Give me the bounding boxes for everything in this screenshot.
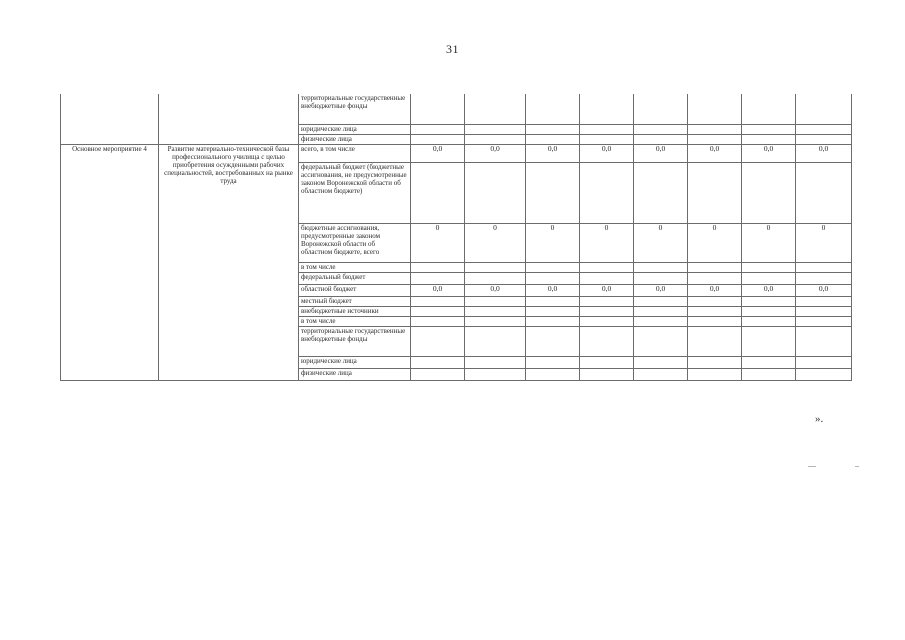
source-cell: территориальные государственные внебюджетные фонды	[299, 94, 411, 124]
value-cell	[580, 94, 634, 124]
value-cell	[688, 316, 742, 326]
value-cell	[411, 134, 465, 144]
value-cell: 0	[688, 223, 742, 262]
value-cell	[742, 94, 796, 124]
value-cell	[742, 134, 796, 144]
value-cell	[796, 124, 852, 134]
value-cell	[634, 306, 688, 316]
value-cell	[580, 306, 634, 316]
value-cell	[526, 296, 580, 306]
value-cell	[465, 316, 526, 326]
value-cell: 0,0	[411, 284, 465, 296]
value-cell	[742, 162, 796, 223]
value-cell: 0,0	[634, 144, 688, 162]
value-cell	[580, 124, 634, 134]
event-name: Развитие материально-технической базы профессионального училища с целью приобретения осужденными рабочих специальностей, востребованных на рынке труда	[159, 144, 299, 380]
value-cell: 0	[634, 223, 688, 262]
value-cell	[465, 296, 526, 306]
value-cell	[411, 94, 465, 124]
value-cell	[465, 356, 526, 368]
source-cell: в том числе	[299, 316, 411, 326]
value-cell	[526, 368, 580, 380]
value-cell	[688, 306, 742, 316]
value-cell	[580, 296, 634, 306]
value-cell	[411, 272, 465, 284]
value-cell	[526, 272, 580, 284]
source-cell: местный бюджет	[299, 296, 411, 306]
scan-speck	[855, 466, 859, 467]
value-cell: 0,0	[526, 144, 580, 162]
value-cell	[796, 262, 852, 272]
value-cell: 0,0	[796, 144, 852, 162]
source-cell: территориальные государственные внебюджетные фонды	[299, 326, 411, 356]
source-cell: внебюджетные источники	[299, 306, 411, 316]
value-cell	[634, 316, 688, 326]
event-label: Основное мероприятие 4	[61, 144, 159, 380]
value-cell	[634, 356, 688, 368]
value-cell	[580, 134, 634, 144]
value-cell	[634, 326, 688, 356]
page-number: 31	[446, 42, 459, 56]
value-cell	[465, 162, 526, 223]
source-cell: федеральный бюджет (бюджетные ассигнования, не предусмотренные законом Воронежской области об областном бюджете)	[299, 162, 411, 223]
value-cell	[742, 124, 796, 134]
value-cell	[742, 368, 796, 380]
value-cell	[526, 316, 580, 326]
value-cell	[465, 368, 526, 380]
value-cell	[796, 356, 852, 368]
value-cell	[465, 272, 526, 284]
source-cell: юридические лица	[299, 356, 411, 368]
value-cell: 0,0	[634, 284, 688, 296]
value-cell	[465, 134, 526, 144]
value-cell	[742, 356, 796, 368]
value-cell	[526, 356, 580, 368]
value-cell	[580, 316, 634, 326]
value-cell	[465, 326, 526, 356]
closing-quote: ».	[815, 413, 824, 425]
value-cell: 0,0	[742, 144, 796, 162]
source-cell: физические лица	[299, 134, 411, 144]
value-cell	[411, 316, 465, 326]
value-cell: 0	[580, 223, 634, 262]
value-cell	[688, 94, 742, 124]
source-cell: в том числе	[299, 262, 411, 272]
value-cell: 0,0	[742, 284, 796, 296]
value-cell: 0	[411, 223, 465, 262]
value-cell	[526, 134, 580, 144]
value-cell	[411, 368, 465, 380]
value-cell	[465, 124, 526, 134]
value-cell	[580, 162, 634, 223]
value-cell	[580, 356, 634, 368]
source-cell: областной бюджет	[299, 284, 411, 296]
funding-table	[60, 94, 852, 381]
value-cell: 0	[796, 223, 852, 262]
value-cell	[688, 262, 742, 272]
value-cell	[526, 262, 580, 272]
value-cell	[411, 262, 465, 272]
value-cell	[465, 306, 526, 316]
value-cell: 0,0	[688, 284, 742, 296]
value-cell	[796, 296, 852, 306]
value-cell	[796, 94, 852, 124]
source-cell: всего, в том числе	[299, 144, 411, 162]
value-cell	[411, 306, 465, 316]
value-cell: 0,0	[688, 144, 742, 162]
value-cell	[526, 306, 580, 316]
value-cell	[634, 262, 688, 272]
value-cell	[742, 296, 796, 306]
value-cell	[688, 134, 742, 144]
source-cell: бюджетные ассигнования, предусмотренные законом Воронежской области об областном бюджете, всего	[299, 223, 411, 262]
value-cell	[411, 124, 465, 134]
value-cell	[742, 306, 796, 316]
value-cell	[796, 306, 852, 316]
value-cell	[796, 368, 852, 380]
value-cell	[796, 272, 852, 284]
value-cell: 0,0	[526, 284, 580, 296]
value-cell: 0,0	[580, 284, 634, 296]
value-cell	[742, 262, 796, 272]
table-row	[61, 94, 852, 124]
value-cell	[634, 124, 688, 134]
value-cell	[796, 162, 852, 223]
value-cell	[634, 162, 688, 223]
value-cell: 0,0	[465, 144, 526, 162]
value-cell	[411, 356, 465, 368]
value-cell	[411, 296, 465, 306]
value-cell: 0	[742, 223, 796, 262]
value-cell	[411, 326, 465, 356]
value-cell	[411, 162, 465, 223]
value-cell	[580, 272, 634, 284]
value-cell	[796, 134, 852, 144]
source-cell: физические лица	[299, 368, 411, 380]
value-cell	[688, 296, 742, 306]
value-cell	[634, 272, 688, 284]
value-cell: 0	[526, 223, 580, 262]
value-cell	[688, 368, 742, 380]
value-cell	[634, 94, 688, 124]
value-cell	[526, 162, 580, 223]
source-cell: федеральный бюджет	[299, 272, 411, 284]
value-cell: 0,0	[465, 284, 526, 296]
value-cell	[688, 162, 742, 223]
value-cell	[465, 94, 526, 124]
value-cell	[526, 124, 580, 134]
event-cell-empty	[61, 94, 159, 144]
name-cell-empty	[159, 94, 299, 144]
value-cell	[580, 326, 634, 356]
value-cell: 0,0	[796, 284, 852, 296]
value-cell	[688, 272, 742, 284]
value-cell	[580, 262, 634, 272]
value-cell: 0	[465, 223, 526, 262]
value-cell	[465, 262, 526, 272]
value-cell	[742, 272, 796, 284]
scan-speck	[808, 466, 816, 467]
value-cell	[796, 326, 852, 356]
value-cell	[796, 316, 852, 326]
value-cell: 0,0	[580, 144, 634, 162]
value-cell: 0,0	[411, 144, 465, 162]
source-cell: юридические лица	[299, 124, 411, 134]
value-cell	[634, 368, 688, 380]
value-cell	[634, 296, 688, 306]
value-cell	[526, 326, 580, 356]
value-cell	[742, 316, 796, 326]
value-cell	[688, 356, 742, 368]
value-cell	[688, 326, 742, 356]
value-cell	[688, 124, 742, 134]
value-cell	[634, 134, 688, 144]
value-cell	[580, 368, 634, 380]
table-row	[61, 144, 852, 162]
value-cell	[742, 326, 796, 356]
value-cell	[526, 94, 580, 124]
